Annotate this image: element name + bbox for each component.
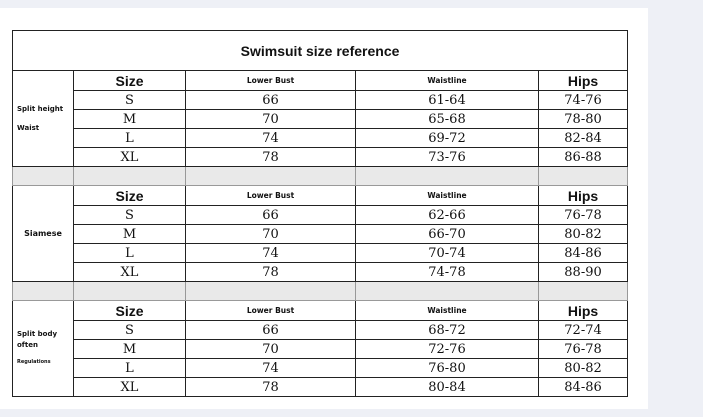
cell-waistline: 66-70 <box>356 225 539 244</box>
separator-cell <box>539 282 628 301</box>
cell-hips: 86-88 <box>539 148 628 167</box>
table-row <box>13 129 628 148</box>
section-2-label <box>13 186 74 282</box>
cell-waistline: 70-74 <box>356 244 539 263</box>
header-waistline: Waistline <box>356 71 539 91</box>
cell-size: XL <box>74 148 186 167</box>
table-row <box>13 91 628 110</box>
separator-cell <box>186 167 356 186</box>
separator-cell <box>74 167 186 186</box>
cell-size: XL <box>74 378 186 397</box>
cell-lower-bust: 74 <box>186 244 356 263</box>
section-label-line: Regulations <box>17 359 51 365</box>
table-row <box>13 244 628 263</box>
header-hips: Hips <box>539 186 628 206</box>
title-row <box>13 31 628 71</box>
cell-lower-bust: 66 <box>186 91 356 110</box>
section-3-header-row <box>13 301 628 321</box>
header-waistline: Waistline <box>356 186 539 206</box>
header-hips: Hips <box>539 71 628 91</box>
cell-size: M <box>74 340 186 359</box>
header-hips: Hips <box>539 301 628 321</box>
cell-lower-bust: 70 <box>186 340 356 359</box>
header-size: Size <box>74 301 186 321</box>
section-separator <box>13 167 628 186</box>
table-row <box>13 110 628 129</box>
header-size: Size <box>74 71 186 91</box>
separator-cell <box>539 167 628 186</box>
header-waistline: Waistline <box>356 301 539 321</box>
cell-size: M <box>74 225 186 244</box>
separator-cell <box>356 167 539 186</box>
cell-hips: 88-90 <box>539 263 628 282</box>
section-label-line: Siamese <box>24 229 62 238</box>
cell-waistline: 72-76 <box>356 340 539 359</box>
cell-lower-bust: 74 <box>186 129 356 148</box>
section-label-line: Waist <box>17 123 40 132</box>
separator-cell <box>13 167 74 186</box>
cell-waistline: 61-64 <box>356 91 539 110</box>
cell-hips: 84-86 <box>539 244 628 263</box>
section-3-label <box>13 301 74 397</box>
section-label-line: Split height <box>17 104 64 113</box>
header-lower-bust: Lower Bust <box>186 301 356 321</box>
cell-size: XL <box>74 263 186 282</box>
cell-waistline: 80-84 <box>356 378 539 397</box>
cell-size: L <box>74 129 186 148</box>
cell-hips: 84-86 <box>539 378 628 397</box>
table-row <box>13 359 628 378</box>
cell-lower-bust: 74 <box>186 359 356 378</box>
cell-size: S <box>74 91 186 110</box>
section-1-header-row <box>13 71 628 91</box>
cell-waistline: 69-72 <box>356 129 539 148</box>
cell-hips: 82-84 <box>539 129 628 148</box>
cell-hips: 78-80 <box>539 110 628 129</box>
cell-lower-bust: 70 <box>186 225 356 244</box>
cell-waistline: 65-68 <box>356 110 539 129</box>
header-lower-bust: Lower Bust <box>186 71 356 91</box>
cell-waistline: 62-66 <box>356 206 539 225</box>
separator-cell <box>186 282 356 301</box>
cell-hips: 80-82 <box>539 359 628 378</box>
table-row <box>13 148 628 167</box>
cell-size: S <box>74 321 186 340</box>
size-chart-card <box>0 8 648 409</box>
header-lower-bust: Lower Bust <box>186 186 356 206</box>
cell-hips: 72-74 <box>539 321 628 340</box>
separator-cell <box>13 282 74 301</box>
table-row <box>13 378 628 397</box>
separator-cell <box>356 282 539 301</box>
cell-size: M <box>74 110 186 129</box>
section-2-header-row <box>13 186 628 206</box>
table-title: Swimsuit size reference <box>13 31 628 71</box>
table-row <box>13 321 628 340</box>
cell-size: L <box>74 244 186 263</box>
table-row <box>13 263 628 282</box>
cell-hips: 76-78 <box>539 340 628 359</box>
cell-lower-bust: 66 <box>186 321 356 340</box>
size-table <box>12 30 628 397</box>
cell-hips: 76-78 <box>539 206 628 225</box>
table-row <box>13 225 628 244</box>
section-label-line: often <box>17 341 38 349</box>
table-row <box>13 206 628 225</box>
cell-waistline: 74-78 <box>356 263 539 282</box>
cell-lower-bust: 66 <box>186 206 356 225</box>
header-size: Size <box>74 186 186 206</box>
cell-lower-bust: 78 <box>186 378 356 397</box>
cell-size: L <box>74 359 186 378</box>
cell-lower-bust: 78 <box>186 148 356 167</box>
cell-waistline: 73-76 <box>356 148 539 167</box>
cell-waistline: 76-80 <box>356 359 539 378</box>
cell-waistline: 68-72 <box>356 321 539 340</box>
section-separator <box>13 282 628 301</box>
separator-cell <box>74 282 186 301</box>
table-row <box>13 340 628 359</box>
cell-hips: 80-82 <box>539 225 628 244</box>
cell-hips: 74-76 <box>539 91 628 110</box>
cell-lower-bust: 78 <box>186 263 356 282</box>
section-label-line: Split body <box>17 330 58 338</box>
section-1-label <box>13 71 74 167</box>
cell-size: S <box>74 206 186 225</box>
cell-lower-bust: 70 <box>186 110 356 129</box>
